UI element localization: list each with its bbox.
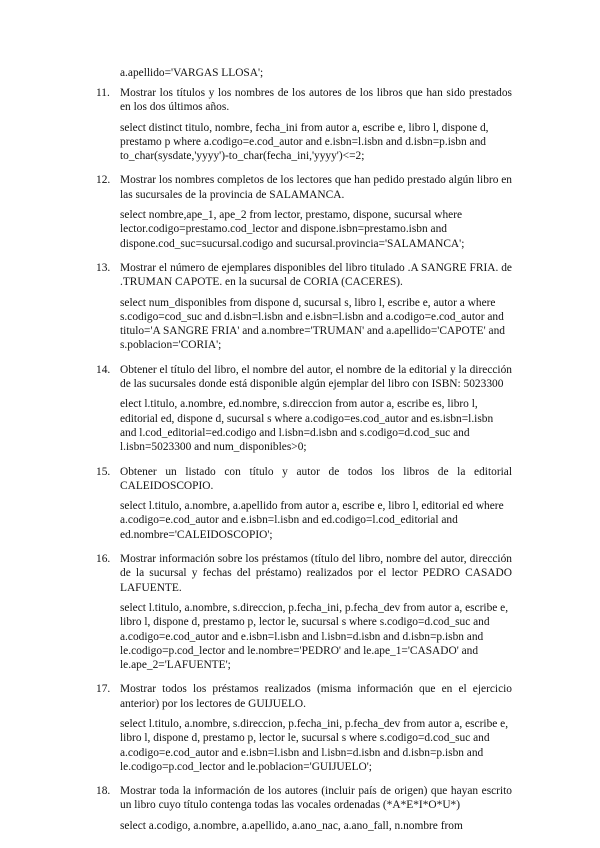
exercise-question: Mostrar los nombres completos de los lectores que han pedido prestado algún libro en las sucursales de la provincia de SALAMANCA. — [120, 174, 512, 201]
exercise-item-11 — [0, 86, 512, 163]
exercise-number: 15. — [96, 465, 111, 478]
exercise-item-12 — [0, 173, 512, 250]
exercise-item-18 — [0, 784, 512, 833]
exercise-sql-answer: elect l.titulo, a.nombre, ed.nombre, s.direccion from autor a, escribe es, libro l, editorial ed, dispone d, sucursal s where a.codigo=es.cod_autor and es.isbn=l.isbn and l.cod_editorial=ed.codigo and l.isbn=d.isbn and s.codigo=d.cod_suc and l.isbn=5023300 and num_disponibles>0; — [120, 398, 494, 454]
exercise-number: 18. — [96, 785, 111, 798]
exercise-item-13 — [0, 261, 512, 353]
exercise-list — [0, 86, 512, 843]
exercise-number: 12. — [96, 174, 111, 187]
exercise-sql-answer: select l.titulo, a.nombre, s.direccion, p.fecha_ini, p.fecha_dev from autor a, escribe e, libro l, dispone d, prestamo p, lector le, sucursal s where s.codigo=d.cod_suc and a.codigo=e.cod_autor and e.isbn=l.isbn and l.isbn=d.isbn and d.isbn=p.isbn and le.codigo=p.cod_lector and le.nombre='PEDRO' and le.ape_1='CASADO' and le.ape_2='LAFUENTE'; — [120, 601, 509, 672]
exercise-number: 13. — [96, 261, 111, 274]
exercise-number: 11. — [96, 87, 110, 99]
exercise-number: 16. — [96, 553, 111, 566]
exercise-question: Mostrar los títulos y los nombres de los autores de los libros que han sido prestados en los dos últimos años. — [120, 87, 512, 114]
exercise-sql-answer: select nombre,ape_1, ape_2 from lector, prestamo, dispone, sucursal where lector.codigo=prestamo.cod_lector and dispone.isbn=prestamo.isbn and dispone.cod_suc=sucursal.codigo and sucursal.provincia='SALAMANCA'; — [120, 209, 465, 250]
exercise-question: Mostrar el número de ejemplares disponibles del libro titulado .A SANGRE FRIA. de .TRUMAN CAPOTE. en la sucursal de CORIA (CACERES). — [120, 261, 512, 289]
exercise-item-15 — [0, 465, 512, 542]
exercise-sql-answer: select num_disponibles from dispone d, sucursal s, libro l, escribe e, autor a where s.codigo=cod_suc and d.isbn=l.isbn and e.isbn=l.isbn and a.codigo=e.cod_autor and titulo='A SANGRE FRIA' and a.nombre='TRUMAN' and a.apellido='CAPOTE' and s.poblacion='CORIA'; — [120, 296, 505, 352]
exercise-item-16 — [0, 552, 512, 672]
exercise-question: Obtener un listado con título y autor de todos los libros de la editorial CALEIDOSCOPIO. — [120, 465, 512, 492]
continuation-line: a.apellido='VARGAS LLOSA'; — [120, 67, 264, 79]
exercise-question: Mostrar toda la información de los autores (incluir país de origen) que hayan escrito un libro cuyo título contenga todas las vocales ordenadas (*A*E*I*O*U*) — [120, 785, 512, 812]
exercise-question: Obtener el título del libro, el nombre del autor, el nombre de la editorial y la dirección de las sucursales donde está disponible algún ejemplar del libro con ISBN: 5023300 — [120, 363, 512, 391]
exercise-item-14 — [0, 363, 512, 455]
exercise-question: Mostrar todos los préstamos realizados (misma información que en el ejercicio anterior) por los lectores de GUIJUELO. — [120, 683, 512, 710]
exercise-sql-answer: select l.titulo, a.nombre, a.apellido from autor a, escribe e, libro l, editorial ed where a.codigo=e.cod_autor and e.isbn=l.isbn and ed.codigo=l.cod_editorial and ed.nombre='CALEIDOSCOPIO'; — [120, 500, 504, 541]
exercise-sql-answer: select l.titulo, a.nombre, s.direccion, p.fecha_ini, p.fecha_dev from autor a, escribe e, libro l, dispone d, prestamo p, lector le, sucursal s where s.codigo=d.cod_suc and a.codigo=e.cod_autor and e.isbn=l.isbn and l.isbn=d.isbn and d.isbn=p.isbn and le.codigo=p.cod_lector and le.poblacion='GUIJUELO'; — [120, 717, 509, 773]
exercise-number: 17. — [96, 683, 111, 696]
exercise-item-17 — [0, 682, 512, 774]
exercise-sql-answer: select a.codigo, a.nombre, a.apellido, a.ano_nac, a.ano_fall, n.nombre from — [120, 819, 463, 832]
exercise-sql-answer: select distinct titulo, nombre, fecha_ini from autor a, escribe e, libro l, dispone d, prestamo p where a.codigo=e.cod_autor and e.isbn=l.isbn and d.isbn=p.isbn and to_char(sysdate,'yyyy')-to_char(fecha_ini,'yyyy')<=2; — [120, 121, 489, 163]
exercise-question: Mostrar información sobre los préstamos (título del libro, nombre del autor, dirección de la sucursal y fechas del préstamo) realizados por el lector PEDRO CASADO LAFUENTE. — [120, 553, 512, 594]
exercise-number: 14. — [96, 363, 111, 376]
